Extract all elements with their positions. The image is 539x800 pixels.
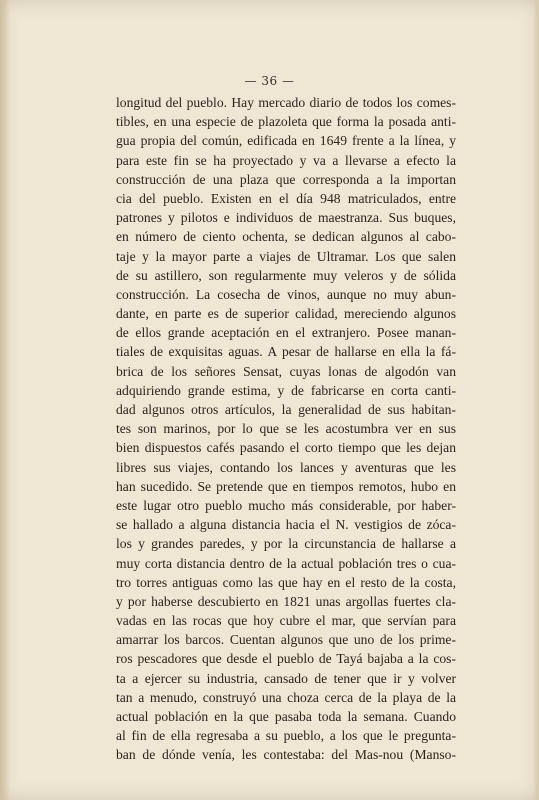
text-line: muy corta distancia dentro de la actual población tres o cua- [116,555,456,571]
text-line: y por haberse descubierto en 1821 unas argollas fuertes cla- [116,593,456,609]
text-line: en número de ciento ochenta, se dedican algunos al cabo- [116,229,456,245]
text-line: dante, en parte es de superior calidad, mereciendo algunos [116,306,456,322]
text-line: construcción. La cosecha de vinos, aunque no muy abun- [116,286,456,302]
text-line: al fin de ella regresaba a su pueblo, a los que le pregunta- [116,728,456,744]
text-line: adquiriendo grande estima, y de fabricarse en corta canti- [116,382,456,398]
text-line: ban de dónde venía, les contestaba: del Mas-nou (Manso- [116,747,456,763]
text-line: brica de los señores Sensat, cuyas lonas de algodón van [116,363,456,379]
text-line: actual población en la que pasaba toda la semana. Cuando [116,709,456,724]
text-line: construcción de una plaza que corresponda a la importan [116,171,456,187]
text-line: longitud del pueblo. Hay mercado diario de todos los comes- [116,95,456,110]
text-line: bien dispuestos cafés pasando el corto tiempo que les dejan [116,440,456,456]
text-line: tibles, en una especie de plazoleta que forma la posada anti- [116,114,456,130]
text-line: de ellos grande aceptación en el extranjero. Posee manan- [116,325,456,341]
text-line: ta a ejercer su industria, cansado de tener que ir y volver [116,670,456,686]
text-line: de su astillero, son regularmente muy veleros y de sólida [116,267,456,283]
text-line: tro torres antiguas como las que hay en el resto de la costa, [116,574,456,590]
text-line: cia del pueblo. Existen en el día 948 matriculados, entre [116,190,456,206]
text-line: ros pescadores que desde el pueblo de Tayá bajaba a la cos- [116,651,456,667]
page-number: — 36 — [244,74,295,88]
text-line: tan a menudo, construyó una choza cerca de la playa de la [116,689,456,705]
text-line: se hallado a alguna distancia hacia el N. vestigios de zóca- [116,517,456,533]
text-line: libres sus viajes, contando los lances y aventuras que les [116,459,456,475]
text-line: gua propia del común, edificada en 1649 frente a la línea, y [116,133,456,149]
text-line: han sucedido. Se pretende que en tiempos remotos, hubo en [116,478,456,494]
text-line: los y grandes paredes, y por la circunstancia de hallarse a [116,536,456,552]
text-line: para este fin se ha proyectado y va a llevarse a efecto la [116,152,456,168]
text-line: dad algunos otros artículos, la generalidad de sus habitan- [116,402,456,417]
text-line: patrones y pilotos e individuos de maestranza. Sus buques, [116,210,456,226]
text-line: amarrar los barcos. Cuentan algunos que uno de los prime- [116,632,456,648]
body-text [116,93,456,765]
text-line: tiales de exquisitas aguas. A pesar de hallarse en ella la fá- [116,344,456,360]
text-line: taje y la mayor parte a viajes de Ultramar. Los que salen [116,248,456,264]
text-line: este lugar otro pueblo mucho más considerable, por haber- [116,497,456,513]
text-line: tes son marinos, por lo que se les acostumbra ver en sus [116,421,456,437]
text-line: vadas en las rocas que hoy cubre el mar, que servían para [116,613,456,629]
